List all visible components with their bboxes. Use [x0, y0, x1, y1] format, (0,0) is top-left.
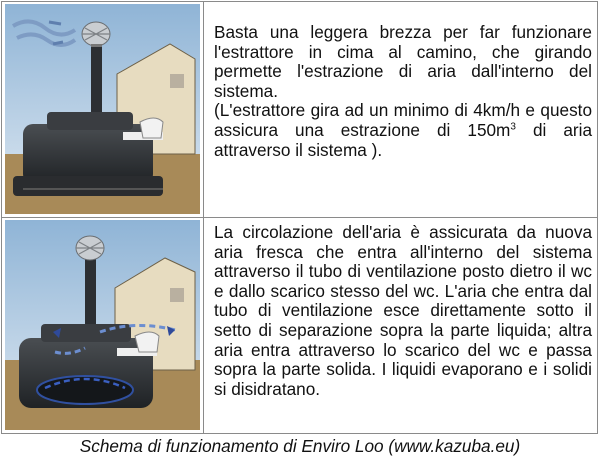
description-top-p2 [214, 101, 592, 160]
description-bottom-p1: La circolazione dell'aria è assicurata da nuova aria fresca che entra all'interno del sistema attraverso il tubo di ventilazione posto dietro il wc e dallo scarico stesso del wc. L'aria che entra dal tubo di ventilazione esce direttamente sotto il setto di separazione sopra la parte liquida; altra aria entra attraverso lo scarico del wc e passa sopra la parte solida. I liquidi evaporano e i solidi si disidratano. [214, 222, 592, 399]
diagram-table [1, 1, 598, 434]
description-top-p2-a: (L'estrattore gira ad un minimo di 4km/h e questo assicura una estrazione di 150m [214, 100, 592, 140]
illustration-air-circulation [5, 220, 200, 430]
row-bottom [2, 218, 597, 433]
description-top [214, 23, 592, 160]
description-top-p2-b: di aria attraverso il sistema ). [214, 119, 593, 160]
illustration-wind-extractor [5, 4, 200, 214]
description-bottom [214, 223, 592, 399]
description-top-p1: Basta una leggera brezza per far funzionare l'estrattore in cima al camino, che girando permette l'estrazione di aria dall'interno del sistema. [214, 22, 592, 101]
figure-caption: Schema di funzionamento di Enviro Loo (www.kazuba.eu) [79, 436, 521, 456]
row-top [2, 2, 597, 218]
superscript-3: 3 [510, 121, 516, 133]
